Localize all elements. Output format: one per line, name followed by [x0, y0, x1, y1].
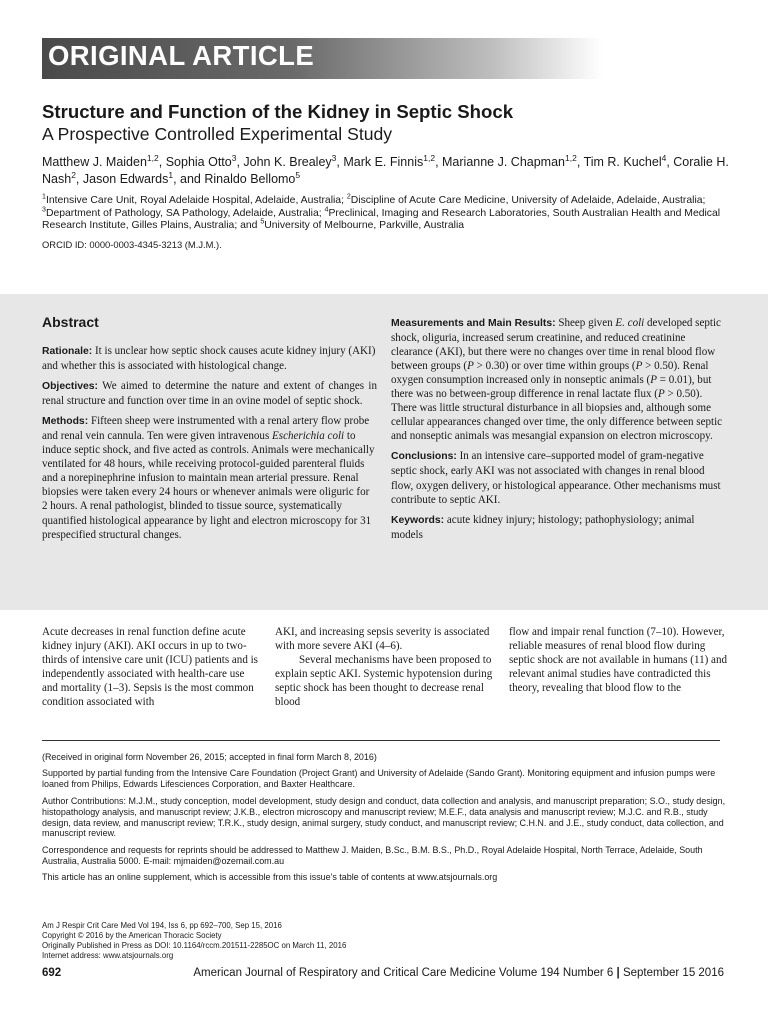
p-symbol: P: [467, 360, 474, 373]
results-text-e: ), but there was no between-group difference in renal lactate flux (: [391, 374, 712, 401]
article-title: Structure and Function of the Kidney in Septic Shock: [42, 101, 514, 122]
affiliation-text: Preclinical, Imaging and Research Laboratories, South Australian Health and Medical Research Institute, Gilles Plains, Australia; and: [42, 207, 721, 232]
rationale-text: It is unclear how septic shock causes acute kidney injury (AKI) and whether this is associated with histological change.: [42, 345, 376, 373]
author-name: Sophia Otto: [165, 155, 232, 169]
author-affiliation-marker: 3: [231, 152, 237, 163]
article-subtitle: A Prospective Controlled Experimental Study: [42, 124, 393, 144]
affiliation-text: Department of Pathology, SA Pathology, Adelaide, Australia;: [45, 207, 325, 219]
abstract-left-column: [42, 344, 377, 548]
received-note: (Received in original form November 26, 2015; accepted in final form March 8, 2016): [42, 752, 377, 762]
author-affiliation-marker: 1,2: [146, 152, 159, 163]
p-symbol: P: [650, 374, 657, 387]
rationale-label: Rationale:: [42, 346, 93, 357]
body-column-2-text-a: AKI, and increasing sepsis severity is associated with more severe AKI (4–6).: [275, 626, 490, 653]
body-column-2: [275, 625, 495, 709]
p-symbol: P: [657, 388, 665, 401]
footnote-divider: [42, 740, 720, 741]
abstract-heading: Abstract: [42, 314, 99, 330]
p-symbol: P: [635, 360, 643, 373]
p-value-1: > 0.30): [473, 360, 512, 373]
author-affiliation-marker: 3: [331, 152, 337, 163]
author-list: Matthew J. Maiden$^{1,2}$, Sophia Otto$^3$, John K. Brealey$^3$, Mark E. Finnis$^{1,2}$, Marianne J. Chapman$^{1,2}$, Tim R. Kuchel$^4$, Coralie H. Nash$^2$, Jason Edwards$^1$, and Rinaldo Bellomo$^5$: [42, 152, 729, 186]
citation-block: [42, 921, 542, 961]
supplement-note: This article has an online supplement, which is accessible from this issue's table of contents at www.atsjournals.org: [42, 872, 498, 883]
affiliation-number: 4: [324, 206, 329, 214]
body-column-2-text-b: Several mechanisms have been proposed to explain septic AKI. Systemic hypotension during septic shock has been thought to decrease renal blood: [275, 654, 493, 709]
results-text-c: or over time within groups (: [511, 360, 636, 373]
affiliation-number: 1: [42, 193, 46, 201]
journal-name: American Journal of Respiratory and Critical Care Medicine Volume 194 Number 6: [193, 967, 614, 979]
keywords-label: Keywords:: [391, 514, 445, 526]
objectives-text: We aimed to determine the nature and extent of changes in renal structure and function over time in an ovine model of septic shock.: [42, 380, 377, 408]
body-column-3: flow and impair renal function (7–10). However, reliable measures of renal blood flow during septic shock are not available in humans (11) and relevant animal studies have contradicted this theory, revealing that blood flow to the: [509, 626, 728, 695]
abstract-conclusions: [391, 449, 726, 506]
author-name: Marianne J. Chapman: [442, 155, 565, 169]
author-name: Rinaldo Bellomo: [204, 172, 296, 186]
abstract-rationale: [42, 344, 377, 373]
contributions-note: Author Contributions: M.J.M., study conception, model development, study design and conduct, data collection and analysis, and manuscript preparation; S.O., study design, histopathology analysis, and manuscript review; J.K.B., electron microscopy and manuscript review; M.E.F., data analysis and manuscript review; M.J.C. and R.B., study design, data review, and manuscript review; T.R.K., study design, animal surgery, study conduct, and manuscript review; C.H.N. and J.E., study conduct, data collection, and manuscript review.: [42, 795, 726, 839]
abstract-results: [391, 316, 726, 443]
affiliation-number: 5: [260, 218, 265, 226]
affiliation-number: 2: [346, 193, 351, 201]
author-name: Matthew J. Maiden: [42, 155, 147, 169]
author-affiliation-marker: 1,2: [423, 152, 436, 163]
affiliation-number: 3: [42, 206, 46, 214]
affiliation-text: University of Melbourne, Parkville, Australia: [264, 220, 465, 232]
citation-line: Am J Respir Crit Care Med Vol 194, Iss 6, pp 692–700, Sep 15, 2016: [42, 921, 282, 930]
author-affiliation-marker: 1: [168, 169, 174, 180]
p-value-4: > 0.50: [664, 388, 696, 401]
affiliation-text: Discipline of Acute Care Medicine, University of Adelaide, Adelaide, Australia;: [350, 195, 706, 206]
objectives-label: Objectives:: [42, 381, 99, 393]
abstract-objectives: [42, 379, 377, 408]
results-text-f: ). There was little structural disturbance in all biopsies and, although some cellular appearances changed over time, the only difference between septic and nonseptic animals was mesangial expansion on electron microscopy.: [391, 388, 723, 443]
abstract-keywords: [391, 513, 726, 542]
results-text-d: ). Renal oxygen consumption increased only in nonseptic animals (: [391, 360, 709, 387]
results-text-a: Sheep given: [558, 317, 613, 329]
body-column-1: Acute decreases in renal function define acute kidney injury (AKI). AKI occurs in up to two-thirds of intensive care unit (ICU) patients and is independently associated with health-care use and mortality (1–3). Sepsis is the most common condition associated with: [42, 626, 258, 709]
author-name: Jason Edwards: [82, 172, 169, 186]
methods-label: Methods:: [42, 416, 89, 428]
doi-line: Originally Published in Press as DOI: 10.1164/rccm.201511-2285OC on March 11, 2016: [42, 941, 347, 950]
conclusions-text: In an intensive care–supported model of gram-negative septic shock, early AKI was not associated with changes in renal blood flow, oxygen delivery, or histological appearance. Other mechanisms must contribute to septic AKI.: [391, 450, 721, 506]
copyright-line: Copyright © 2016 by the American Thoracic Society: [42, 931, 222, 940]
author-affiliation-marker: 2: [71, 169, 76, 180]
results-species: E. coli: [615, 317, 645, 329]
issue-date: September 15 2016: [622, 967, 724, 979]
author-name: Mark E. Finnis: [343, 155, 424, 169]
abstract-right-column: [391, 316, 726, 548]
article-type-label: ORIGINAL ARTICLE: [48, 40, 315, 71]
author-affiliation-marker: 4: [661, 152, 667, 163]
results-text-b: developed septic shock, oliguria, increased serum creatinine, and reduced creatinine clearance (AKI), but there were no changes over time in renal blood flow between groups (: [391, 317, 721, 373]
article-type-banner: [42, 38, 602, 79]
author-name: Coralie H. Nash: [42, 155, 729, 186]
affiliations: [42, 195, 742, 233]
correspondence-note: Correspondence and requests for reprints should be addressed to Matthew J. Maiden, B.Sc., B.M. B.S., Ph.D., Royal Adelaide Hospital, North Terrace, Adelaide, South Australia, Australia 5000. E-mail: mjmaiden@ozemail.com.au: [42, 844, 703, 866]
abstract-methods: [42, 414, 377, 541]
author-affiliation-marker: 5: [295, 169, 301, 180]
keywords-text: acute kidney injury; histology; pathophysiology; animal models: [391, 513, 695, 541]
results-label: Measurements and Main Results:: [391, 318, 556, 329]
methods-text-b: to induce septic shock, and five acted as controls. Animals were mechanically ventilated for 48 hours, while receiving protocol-guided parenteral fluids and a norepinephrine infusion to maintain mean arterial pressure. Renal biopsies were taken every 24 hours or whenever animals were oliguric for 2 hours. A renal pathologist, blinded to tissue source, systematically quantified histological appearance by light and electron microscopy for 31 prespecified structural changes.: [42, 430, 375, 541]
orcid-id: ORCID ID: 0000-0003-4345-3213 (M.J.M.).: [42, 239, 222, 250]
internet-address-line: Internet address: www.atsjournals.org: [42, 951, 174, 960]
author-name: Tim R. Kuchel: [583, 155, 662, 169]
conclusions-label: Conclusions:: [391, 451, 457, 463]
page-number: 692: [42, 967, 62, 979]
methods-text-a: Fifteen sheep were instrumented with a renal artery flow probe and renal vein cannula. Ten were given intravenous: [42, 415, 370, 443]
footer-separator: |: [616, 967, 620, 979]
author-affiliation-marker: 1,2: [565, 152, 577, 163]
methods-species: Escherichia coli: [272, 430, 345, 443]
journal-footer: [193, 967, 724, 979]
affiliation-text: Intensive Care Unit, Royal Adelaide Hospital, Adelaide, Australia;: [45, 195, 347, 206]
p-value-3: = 0.01: [657, 374, 689, 387]
author-name: John K. Brealey: [243, 155, 332, 169]
footnotes: [42, 752, 730, 889]
funding-note: Supported by partial funding from the Intensive Care Foundation (Project Grant) and University of Adelaide (Sando Grant). Monitoring equipment and infusion pumps were loaned from Philips, Edwards Lifesciences Corporation, and Baxter Healthcare.: [42, 768, 716, 790]
p-value-2: > 0.50: [642, 360, 674, 373]
